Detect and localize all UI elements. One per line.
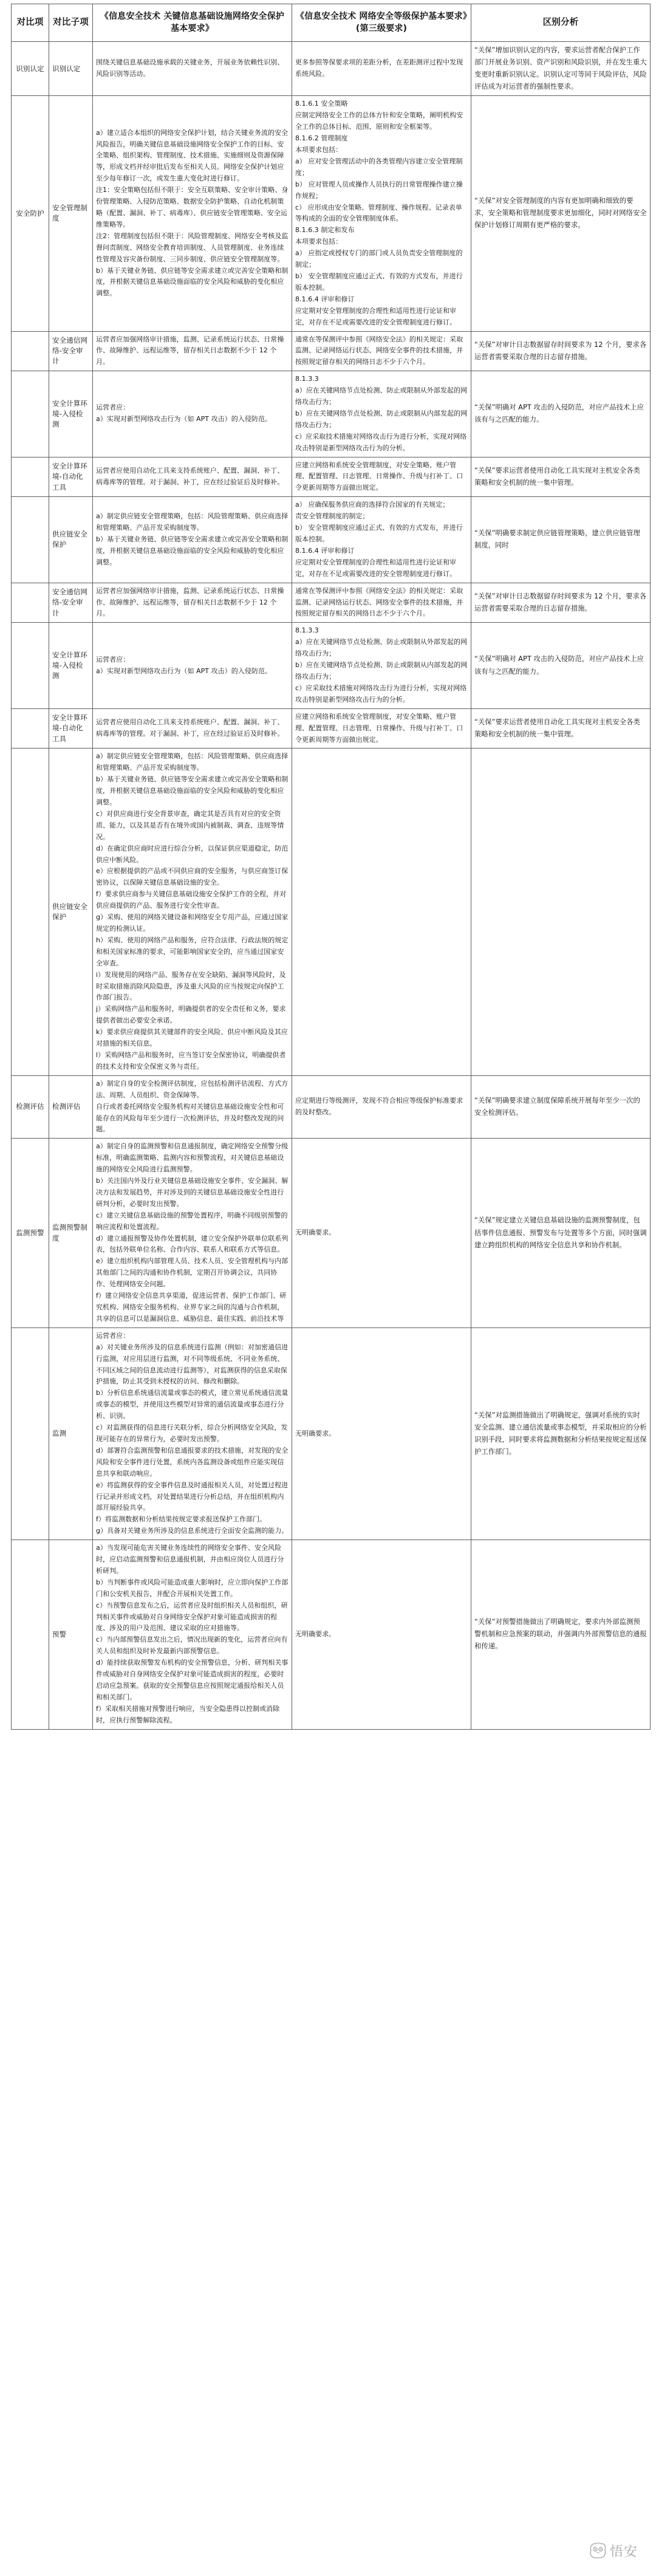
row-subitem-label: 安全通信网络-安全审计	[49, 583, 93, 623]
table-row	[12, 708, 651, 748]
cii-requirement-cell: a）制定自身的安全检测评估制度，应包括检测评估流程、方式方法、周期、人员组织、资金保障等。 自行或者委托网络安全服务机构对关键信息基础设施安全性和可能存在的风险每年至少进行一次检测评估，并及时整改发现的问题。	[93, 1075, 292, 1139]
cii-requirement-cell: 运营者应： a）实现对新型网络攻击行为（如 APT 攻击）的入侵防范。	[93, 371, 292, 457]
dengbao-requirement-cell: 应建立网络和系统安全管理制度，对安全策略、账户管理、配置管理、日志管理、日常操作、升级与打补丁、口令更新周期等方面做出规定。	[292, 457, 471, 497]
difference-analysis-cell: “关保”明确对 APT 攻击的入侵防范，对应产品技术上应该有与之匹配的能力。	[471, 371, 651, 457]
table-row	[12, 497, 651, 583]
table-row	[12, 457, 651, 497]
dengbao-requirement-cell: 无明确要求。	[292, 1327, 471, 1540]
difference-analysis-cell: “关保”对审计日志数据留存时间要求为 12 个月，要求各运营者需要采取合理的日志留存措施。	[471, 331, 651, 371]
difference-analysis-cell	[471, 748, 651, 1075]
difference-analysis-cell: “关保”对安全管理制度的内容有更加明确和细致的要求，安全策略和管理制度要求更加细化，同时对网络安全保护计划修订周期有更严格的要求。	[471, 96, 651, 331]
difference-analysis-cell: “关保”增加识别认定的内容，要求运营者配合保护工作部门开展业务识别、资产识别和风险识别，并在发生重大变更时重新识别认定。识别认定可等同于风险评估，风险评估成为对运营者的强制性要求。	[471, 42, 651, 96]
row-subitem-label: 识别认定	[49, 42, 93, 96]
difference-analysis-cell: “关保”对预警措施做出了明确规定，要求内外部监测预警机制和应急预案的联动，并强调内外部预警信息的通报和传递。	[471, 1540, 651, 1730]
row-subitem-label: 监测	[49, 1327, 93, 1540]
row-subitem-label: 安全通信网络-安全审计	[49, 331, 93, 371]
watermark-text: 悟安	[609, 2544, 638, 2560]
table-row	[12, 748, 651, 1075]
row-subitem-label: 监测预警制度	[49, 1139, 93, 1328]
column-header-cii-standard: 《信息安全技术 关键信息基础设施网络安全保护基本要求》	[93, 4, 292, 42]
difference-analysis-cell: “关保”要求运营者使用自动化工具实现对主机安全各类策略和安全机制的统一集中管理。	[471, 457, 651, 497]
table-row	[12, 371, 651, 457]
cii-requirement-cell: 运营者应： a）实现对新型网络攻击行为（如 APT 攻击）的入侵防范。	[93, 623, 292, 708]
row-item-label	[12, 331, 49, 371]
dengbao-requirement-cell: 更多参照等保要求项的差距分析，在差距测评过程中发现系统风险。	[292, 42, 471, 96]
table-row	[12, 1075, 651, 1139]
difference-analysis-cell: “关保”明确对 APT 攻击的入侵防范，对应产品技术上应该有与之匹配的能力。	[471, 623, 651, 708]
row-subitem-label: 安全计算环境-入侵检测	[49, 623, 93, 708]
cii-requirement-cell: a）建立适合本组织的网络安全保护计划，结合关键业务流的安全风险报告，明确关键信息基础设施网络安全保护工作的目标、安全策略、组织架构、管理制度、技术措施、实施细则及资源保障等，形成文档并经审批后发布至相关人员。网络安全保护计划应至少每年修订一次，或发生重大变化时进行修订。 注1：安全策略包括但不限于：安全互联策略、安全审计策略、身份管理策略、入侵防范策略、数据安全防护策略、自动化机制策略（配置、漏洞、补丁、病毒库）、供应链安全管理策略、安全运维策略等。 注2：管理制度包括但不限于：风险管理制度、网络安全考核及监督问责制度、网络安全教育培训制度、人员管理制度、业务连续性管理及容灾备份制度、三同步制度、供应链安全管理制度等。 b）基于关键业务链、供应链等安全需求建立或完善安全策略和制度，并根据关键信息基础设施面临的安全风险和威胁的变化相应调整。	[93, 96, 292, 331]
dengbao-requirement-cell: 无明确要求。	[292, 1540, 471, 1730]
row-item-label: 监测预警	[12, 1139, 49, 1328]
table-row	[12, 96, 651, 331]
cii-requirement-cell: a）制定自身的监测预警和信息通报制度，确定网络安全预警分级标准，明确监测策略、监测内容和预警流程，对关键信息基础设施的网络安全风险进行监测预警。 b）关注国内外及行业关键信息基础设施安全事件、安全漏洞、解决方法和发展趋势，并对涉及到的关键信息基础设施安全性进行研判分析，必要时发出预警。 c）建立关键信息基础设施的预警处置程序，明确不同级别预警的响应流程和处置流程。 d）建立通报预警及协作处置机制，建立安全保护外联单位联系列表，包括外联单位名称、合作内容、联系人和联系方式等信息。 e）建立组织机构内部管理人员、技术人员、安全管理机构与内部其他部门之间的沟通和协作机制，定期召开协调会议，共同协作、处理网络安全问题。 f）建立网络安全信息共享渠道，促进运营者、保护工作部门、研究机构、网络安全服务机构、业界专家之间的沟通与合作机制，共享的信息可以是漏洞信息、威胁信息、最佳实践、前沿技术等	[93, 1139, 292, 1328]
dengbao-requirement-cell: a） 应确保服务供应商的选择符合国家的有关规定； 责安全管理制度的制定； b） 安全管理制度应通过正式、有效的方式发布，并进行版本控制。 8.1.6.4 评审和修订 应定期对安全管理制度的合理性和适用性进行论证和审定，对存在不足或需要改进的安全管理制度进行修订。	[292, 497, 471, 583]
table-header-row	[12, 4, 651, 42]
owl-logo-icon	[589, 2543, 607, 2559]
dengbao-requirement-cell: 8.1.3.3 a）应在关键网络节点处检测、防止或限制从外部发起的网络攻击行为； b）应在关键网络节点处检测、防止或限制从内部发起的网络攻击行为； c）应采取技术措施对网络攻击行为进行分析，实现对网络攻击特别是新型网络攻击行为的分析。	[292, 623, 471, 708]
difference-analysis-cell: “关保”规定建立关键信息基础设施的监测预警制度，包括事件信息通报、预警发布与处置等多个方面，同时强调建立跨组织机构的网络安全信息共享和协作机制。	[471, 1139, 651, 1328]
difference-analysis-cell: “关保”明确要求制定供应链管理策略，建立供应链管理制度，同时	[471, 497, 651, 583]
table-row	[12, 623, 651, 708]
table-row	[12, 1139, 651, 1328]
dengbao-requirement-cell: 应定期进行等级测评，发现不符合相应等级保护标准要求的及时整改。	[292, 1075, 471, 1139]
row-subitem-label: 供应链安全保护	[49, 497, 93, 583]
row-subitem-label: 安全管理制度	[49, 96, 93, 331]
row-subitem-label: 安全计算环境-自动化工具	[49, 708, 93, 748]
row-subitem-label: 安全计算环境-入侵检测	[49, 371, 93, 457]
comparison-table	[11, 4, 651, 1730]
row-item-label	[12, 623, 49, 708]
row-item-label	[12, 748, 49, 1075]
dengbao-requirement-cell: 通常在等保测评中参照《网络安全法》的相关规定：采取监测、记录网络运行状态、网络安全事件的技术措施，并按照规定留存相关的网络日志不少于六个月。	[292, 583, 471, 623]
row-subitem-label: 供应链安全保护	[49, 748, 93, 1075]
table-row	[12, 331, 651, 371]
dengbao-requirement-cell: 通常在等保测评中参照《网络安全法》的相关规定：采取监测、记录网络运行状态、网络安全事件的技术措施，并按照规定留存相关的网络日志不少于六个月。	[292, 331, 471, 371]
cii-requirement-cell: a）制定供应链安全管理策略，包括：风险管理策略、供应商选择和管理策略、产品开发采购制度等。 b）基于关键业务链、供应链等安全需求建立或完善安全策略和制度，并根据关键信息基础设施面临的安全风险和威胁的变化相应调整。	[93, 497, 292, 583]
dengbao-requirement-cell: 应建立网络和系统安全管理制度，对安全策略、账户管理、配置管理、日志管理、日常操作、升级与打补丁、口令更新周期等方面做出规定。	[292, 708, 471, 748]
table-row	[12, 1327, 651, 1540]
row-item-label: 识别认定	[12, 42, 49, 96]
row-item-label	[12, 1540, 49, 1730]
cii-requirement-cell: 运营者应使用自动化工具来支持系统账户、配置、漏洞、补丁、病毒库等的管理。对于漏洞、补丁，应在经过验证后及时修补。	[93, 457, 292, 497]
table-body	[12, 42, 651, 1730]
table-row	[12, 42, 651, 96]
dengbao-requirement-cell: 8.1.6.1 安全策略 应制定网络安全工作的总体方针和安全策略，阐明机构安全工作的总体目标、范围、原则和安全框架等。 8.1.6.2 管理制度 本项要求包括： a） 应对安全管理活动中的各类管理内容建立安全管理制度； b） 应对管理人员或操作人员执行的日常管理操作建立操作规程； c） 应形成由安全策略、管理制度、操作规程、记录表单等构成的全面的安全管理制度体系。 8.1.6.3 制定和发布 本项要求包括： a） 应指定或授权专门的部门或人员负责安全管理制度的制定； b） 安全管理制度应通过正式、有效的方式发布，并进行版本控制。 8.1.6.4 评审和修订 应定期对安全管理制度的合理性和适用性进行论证和审定，对存在不足或需要改进的安全管理制度进行修订。	[292, 96, 471, 331]
cii-requirement-cell: a）制定供应链安全管理策略，包括：风险管理策略、供应商选择和管理策略、产品开发采购制度等。 b）基于关键业务链、供应链等安全需求建立或完善安全策略和制度，并根据关键信息基础设施面临的安全风险和威胁的变化相应调整。 c）对供应商进行安全背景审查，确定其是否具有对应的安全资质、能力，以及其是否有在境外或国内被制裁、调查、违规等情况。 d）在确定供应商时应进行综合分析，以保证供应渠道稳定，防范供应中断风险。 e）应根据提供的产品或不同供应商的安全服务，与供应商签订保密协议，以保障关键信息基础设施的安全。 f）要求供应商参与关键信息基础设施安全保护工作的全程，并对供应商提供的产品、服务进行安全性审查。 g）采购、使用的网络关键设备和网络安全专用产品，应通过国家规定的检测认证。 h）采购、使用的网络产品和服务，应符合法律、行政法规的规定和相关国家标准的要求，可能影响国家安全的，应当通过国家安全审查。 i）发现使用的网络产品、服务存在安全缺陷、漏洞等风险时，及时采取措施消除风险隐患，涉及重大风险的应当按规定向保护工作部门报告。 j）采购网络产品和服务时，明确提供者的安全责任和义务，要求提供者做出必要安全承诺。 k）要求供应商提供其关键部件的安全风险、供应中断风险及其应对措施的相关信息。 l）采购网络产品和服务时，应当签订安全保密协议，明确提供者的技术支持和安全保密义务与责任。	[93, 748, 292, 1075]
watermark	[589, 2541, 638, 2560]
cii-requirement-cell: 运营者应使用自动化工具来支持系统账户、配置、漏洞、补丁、病毒库等的管理。对于漏洞、补丁，应在经过验证后及时修补。	[93, 708, 292, 748]
row-item-label	[12, 1327, 49, 1540]
row-item-label	[12, 497, 49, 583]
row-item-label: 检测评估	[12, 1075, 49, 1139]
row-item-label: 安全防护	[12, 96, 49, 331]
dengbao-requirement-cell: 无明确要求。	[292, 1139, 471, 1328]
row-item-label	[12, 583, 49, 623]
table-row	[12, 583, 651, 623]
cii-requirement-cell: 运营者应： a）对关键业务所涉及的信息系统进行监测（例如：对加密通信进行监测，对应用层进行监测，对不同等级系统、不同业务系统、不同区域之间的信息流动进行监测等），对监测获得的信息采取保护措施，防止其受到未授权的访问、修改和删除。 b）分析信息系统通信流量或事态的模式，建立常见系统通信流量或事态的模型，并使用这些模型对异常的通信流量或事态进行分析、识别。 c）对监测获得的信息进行关联分析，综合分析网络安全风险，发现可能存在的异常行为，必要时发出预警。 d）部署符合监测预警和信息通报要求的技术措施，对发现的安全风险和安全事件进行处置，系统内各监测设备或组件应能实现信息共享和联动响应。 e）将监测获得的安全事件信息及时通报相关人员，对处置过程进行记录并形成文档，对处置结果进行分析总结，并在组织机构内部开展经验共享。 f）将监测数据和分析结果按规定要求报送保护工作部门。 g）具备对关键业务所涉及的信息系统进行全面安全监测的能力。	[93, 1327, 292, 1540]
difference-analysis-cell: “关保”对审计日志数据留存时间要求为 12 个月，要求各运营者需要采取合理的日志留存措施。	[471, 583, 651, 623]
row-item-label	[12, 708, 49, 748]
row-item-label	[12, 371, 49, 457]
column-header-dengbao-standard: 《信息安全技术 网络安全等级保护基本要求》(第三级要求)	[292, 4, 471, 42]
column-header-item: 对比项	[12, 4, 49, 42]
cii-requirement-cell: 围绕关键信息基础设施承载的关键业务，开展业务依赖性识别、风险识别等活动。	[93, 42, 292, 96]
difference-analysis-cell: “关保”对监测措施做出了明确规定，强调对系统的实时安全监测、建立通信流量或事态模型，并采取相应的分析识别手段，同时要求将监测数据和分析结果按规定报送保护工作部门。	[471, 1327, 651, 1540]
column-header-subitem: 对比子项	[49, 4, 93, 42]
cii-requirement-cell: a）当发现可能危害关键业务连续性的网络安全事件、安全风险时，应启动监测预警和信息通报机制，并由相应岗位人员进行分析研判。 b）当判断事件或风险可能造成重大影响时，应立即向保护工作部门和公安机关报告，并配合开展相关处置工作。 c）当预警信息发布之后，运营者应及时组织相关人员和组织，研判相关事件或威胁对自身网络安全保护对象可能造成损害的程度、涉及的用户及范围、建议采取的应对措施等。 c）当内部预警信息发出之后，情况出现新的变化，运营者应向有关人员和组织及时补发最新内部预警信息。 d）能持续获取预警发布机构的安全预警信息，分析、研判相关事件或威胁对自身网络安全保护对象可能造成损害的程度，必要时启动应急预案。获取的安全预警信息应按照规定通报给相关人员和相关部门。 f）采取相关措施对预警进行响应，当安全隐患得以控制或消除时，应执行预警解除流程。	[93, 1540, 292, 1730]
row-subitem-label: 检测评估	[49, 1075, 93, 1139]
table-row	[12, 1540, 651, 1730]
dengbao-requirement-cell: 8.1.3.3 a）应在关键网络节点处检测、防止或限制从外部发起的网络攻击行为； b）应在关键网络节点处检测、防止或限制从内部发起的网络攻击行为； c）应采取技术措施对网络攻击行为进行分析，实现对网络攻击特别是新型网络攻击行为的分析。	[292, 371, 471, 457]
cii-requirement-cell: 运营者应加强网络审计措施，监测、记录系统运行状态、日常操作、故障维护、远程运维等，留存相关日志数据不少于 12 个月。	[93, 583, 292, 623]
difference-analysis-cell: “关保”明确要求建立制度保障系统开展每年至少一次的安全检测评估。	[471, 1075, 651, 1139]
cii-requirement-cell: 运营者应加强网络审计措施，监测、记录系统运行状态、日常操作、故障维护、远程运维等，留存相关日志数据不少于 12 个月。	[93, 331, 292, 371]
dengbao-requirement-cell	[292, 748, 471, 1075]
column-header-analysis: 区别分析	[471, 4, 651, 42]
difference-analysis-cell: “关保”要求运营者使用自动化工具实现对主机安全各类策略和安全机制的统一集中管理。	[471, 708, 651, 748]
row-item-label	[12, 457, 49, 497]
row-subitem-label: 预警	[49, 1540, 93, 1730]
row-subitem-label: 安全计算环境-自动化工具	[49, 457, 93, 497]
table-header	[12, 4, 651, 42]
